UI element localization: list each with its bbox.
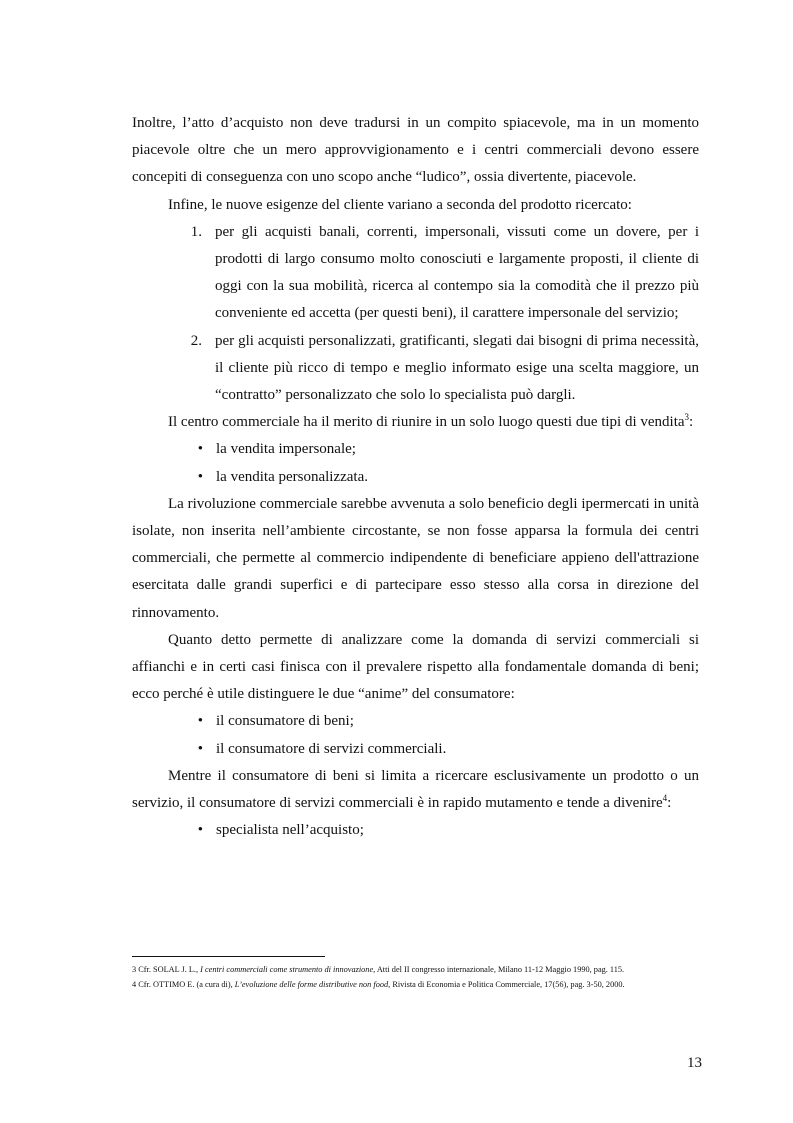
body-text (132, 110, 699, 844)
list-item-text: specialista nell’acquisto; (216, 822, 364, 839)
bullet-icon: • (197, 822, 203, 839)
footnote-suffix: , Rivista di Economia e Politica Commerciale, 17(56), pag. 3-50, 2000. (388, 980, 625, 989)
paragraph (132, 409, 699, 436)
footnote-prefix: 3 Cfr. SOLAL J. L., (132, 965, 201, 974)
bullet-icon: • (197, 468, 203, 485)
footnote-ref: 4 (662, 793, 668, 804)
paragraph-text: Mentre il consumatore di beni si limita a ricercare esclusivamente un prodotto o un servizio, il consumatore di servizi commerciali è in rapido mutamento e tende a divenire (132, 767, 699, 812)
list-item (132, 328, 699, 410)
list-item-text: per gli acquisti banali, correnti, impersonali, vissuti come un dovere, per i prodotti di largo consumo molto conosciuti e largamente proposti, il cliente di oggi con la sua mobilità, ricerca al contempo sia la comodità che il prezzo più conveniente ed accetta (per questi beni), il carattere impersonale del servizio; (215, 223, 699, 322)
list-number: 2. (190, 332, 202, 349)
paragraph: Infine, le nuove esigenze del cliente variano a seconda del prodotto ricercato: (168, 196, 632, 213)
footnote-title: L’evoluzione delle forme distributive non food (234, 980, 389, 989)
footnote (132, 962, 732, 977)
colon: : (667, 795, 672, 812)
footnote-separator (132, 956, 325, 957)
list-item (132, 219, 699, 328)
footnotes (132, 962, 732, 992)
list-item (132, 736, 699, 763)
list-item (132, 708, 699, 735)
list-item (132, 817, 699, 844)
paragraph-text: Il centro commerciale ha il merito di riunire in un solo luogo questi due tipi di vendita (168, 414, 685, 431)
paragraph: La rivoluzione commerciale sarebbe avvenuta a solo beneficio degli ipermercati in unità isolate, non inserita nell’ambiente circostante, se non fosse apparsa la formula dei centri commerciali, che permette al commercio indipendente di beneficiare appieno dell'attrazione esercitata dalle grandi superfici e di partecipare esso stesso alla corsa in direzione del rinnovamento. (132, 495, 699, 621)
bullet-list (132, 708, 699, 762)
footnote-suffix: , Atti del II congresso internazionale, Milano 11-12 Maggio 1990, pag. 115. (373, 965, 625, 974)
paragraph: Quanto detto permette di analizzare come la domanda di servizi commerciali si affianchi e in certi casi finisca con il prevalere rispetto alla fondamentale domanda di beni; ecco perché è utile distinguere le due “anime” del consumatore: (132, 631, 699, 703)
list-item-text: la vendita impersonale; (216, 441, 356, 458)
bullet-icon: • (197, 740, 203, 757)
numbered-list (132, 219, 699, 409)
list-item (132, 464, 699, 491)
list-item-text: il consumatore di beni; (216, 713, 354, 730)
list-item (132, 436, 699, 463)
page-number: 13 (687, 1055, 702, 1071)
paragraph (132, 763, 699, 817)
footnote (132, 977, 732, 992)
list-number: 1. (190, 223, 202, 240)
colon: : (689, 414, 694, 431)
bullet-icon: • (197, 713, 203, 730)
bullet-list (132, 817, 699, 844)
list-item-text: la vendita personalizzata. (216, 468, 369, 485)
footnote-title: I centri commerciali come strumento di innovazione (200, 965, 374, 974)
footnote-prefix: 4 Cfr. OTTIMO E. (a cura di), (132, 980, 235, 989)
list-item-text: il consumatore di servizi commerciali. (216, 740, 447, 757)
bullet-icon: • (197, 441, 203, 458)
paragraph: Inoltre, l’atto d’acquisto non deve tradursi in un compito spiacevole, ma in un momento piacevole oltre che un mero approvvigionamento e i centri commerciali devono essere concepiti di conseguenza con uno scopo anche “ludico”, ossia divertente, piacevole. (132, 115, 699, 186)
footnote-ref: 3 (684, 412, 690, 423)
bullet-list (132, 436, 699, 490)
list-item-text: per gli acquisti personalizzati, gratificanti, slegati dai bisogni di prima necessità, il cliente più ricco di tempo e meglio informato esige una scelta maggiore, un “contratto” personalizzato che solo lo specialista può dargli. (215, 332, 699, 404)
